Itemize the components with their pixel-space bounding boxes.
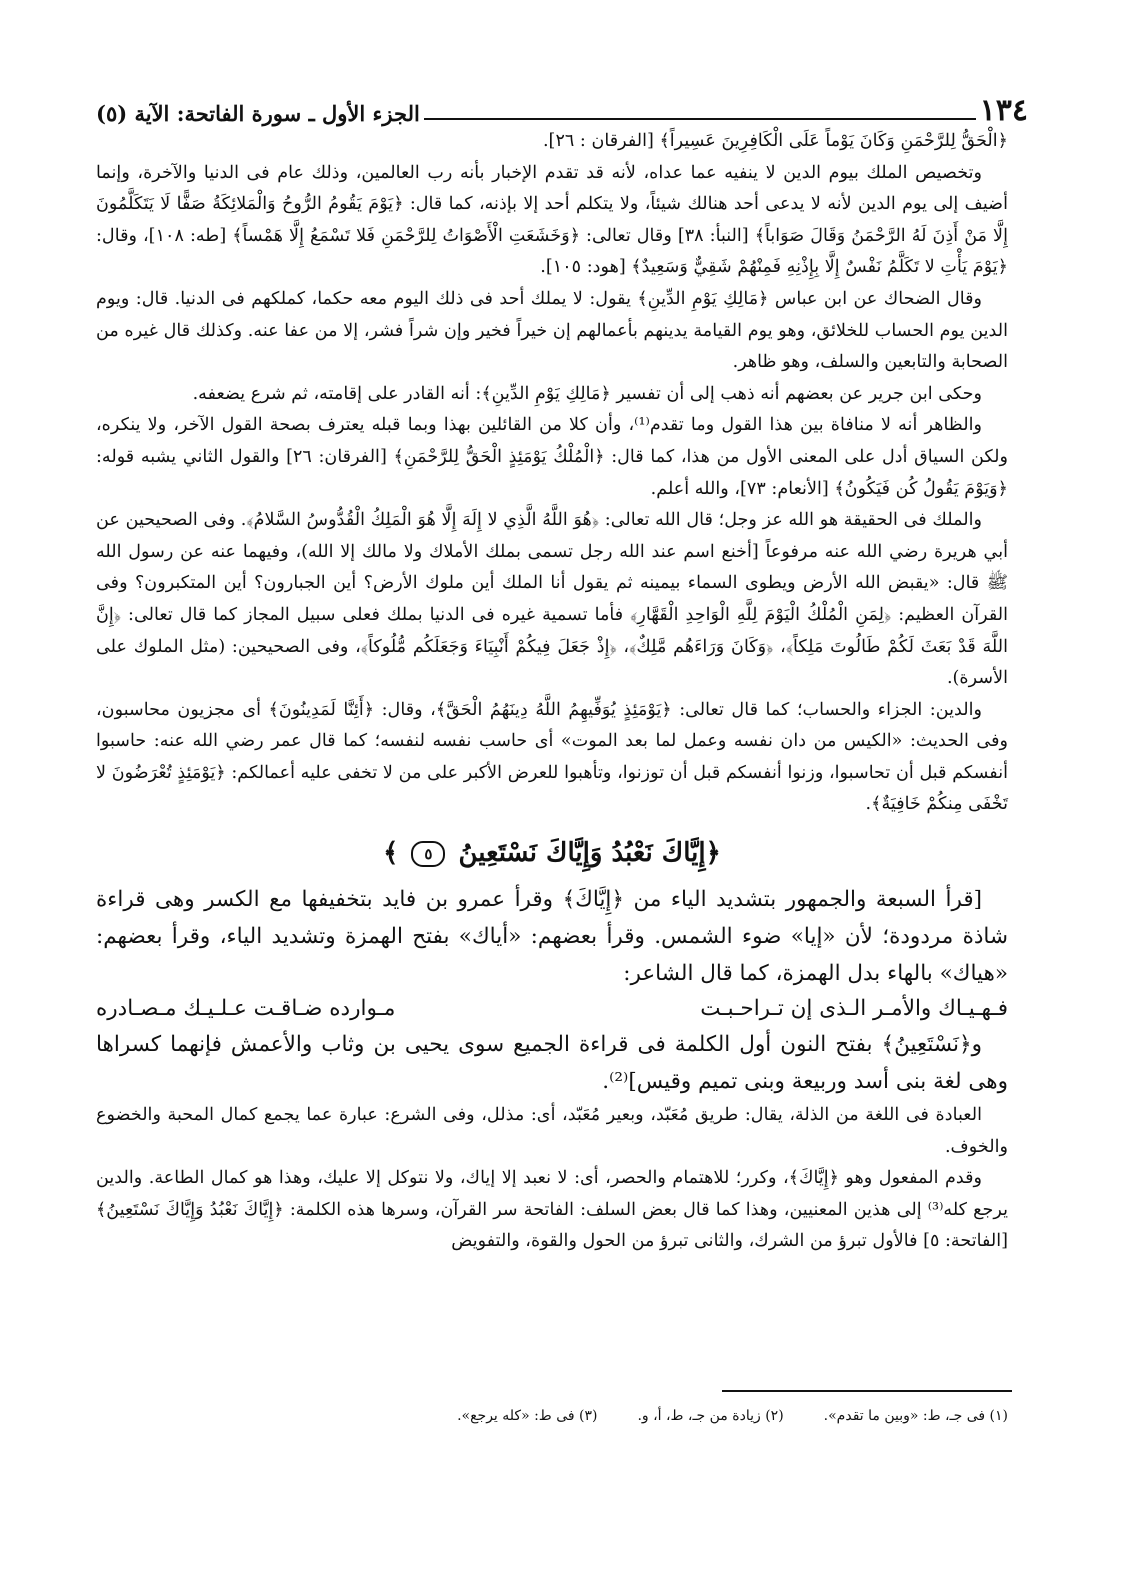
poem-verse [96, 992, 1008, 1026]
ayah-number-medallion: ٥ [411, 841, 445, 867]
paragraph: العبادة فى اللغة من الذلة، يقال: طريق مُعَبّد، وبعير مُعَبّد، أى: مذلل، وفى الشرع: عبارة عما يجمع كمال المحبة والخضوع والخوف. [96, 1105, 1008, 1157]
paragraph: والملك فى الحقيقة هو الله عز وجل؛ قال الله تعالى: ﴿هُوَ اللَّهُ الَّذِي لا إِلَهَ إِلَّا هُوَ الْمَلِكُ الْقُدُّوسُ السَّلامُ﴾. وفى الصحيحين عن أبي هريرة رضي الله عنه مرفوعاً [أخنع اسم عند الله رجل تسمى بملك الأملاك ولا مالك إلا الله)، وفيهما عنه عن رسول الله ﷺ قال: «يقبض الله الأرض ويطوى السماء بيمينه ثم يقول أنا الملك أين ملوك الأرض؟ أين الجبارون؟ أين المتكبرون؟ وفى القرآن العظيم: ﴿لِمَنِ الْمُلْكُ الْيَوْمَ لِلَّهِ الْوَاحِدِ الْقَهَّارِ﴾ فأما تسمية غيره فى الدنيا بملك فعلى سبيل المجاز كما قال تعالى: ﴿إِنَّ اللَّهَ قَدْ بَعَثَ لَكُمْ طَالُوتَ مَلِكاً﴾، ﴿وَكَانَ وَرَاءَهُم مَّلِكٌ﴾، ﴿إِذْ جَعَلَ فِيكُمْ أَنْبِيَاءَ وَجَعَلَكُم مُّلُوكاً﴾، وفى الصحيحين: (مثل الملوك على الأسرة). [96, 510, 1008, 689]
page-number: ١٣٤ [979, 93, 1028, 128]
poem-first-hemistich: فـهـيـاك والأمـر الـذى إن تـراحـبـت [700, 996, 1008, 1022]
header-rule [424, 118, 976, 120]
main-text [96, 126, 1008, 1258]
paragraph: وتخصيص الملك بيوم الدين لا ينفيه عما عداه، لأنه قد تقدم الإخبار بأنه رب العالمين، وذلك عام فى الدنيا والآخرة، وإنما أضيف إلى يوم الدين لأنه لا يدعى أحد هنالك شيئاً، ولا يتكلم أحد إلا بإذنه، كما قال: ﴿يَوْمَ يَقُومُ الرُّوحُ وَالْمَلائِكَةُ صَفًّا لَا يَتَكَلَّمُونَ إِلَّا مَنْ أَذِنَ لَهُ الرَّحْمَنُ وَقَالَ صَوَاباً﴾ [النبأ: ٣٨] وقال تعالى: ﴿وَخَشَعَتِ الْأَصْوَاتُ لِلرَّحْمَنِ فَلا تَسْمَعُ إِلَّا هَمْساً﴾ [طه: ١٠٨]، وقال: ﴿يَوْمَ يَأْتِ لا تَكَلَّمُ نَفْسٌ إِلَّا بِإِذْنِهِ فَمِنْهُمْ شَقِيٌّ وَسَعِيدٌ﴾ [هود: ١٠٥]. [96, 162, 1008, 278]
verse-heading-text: ﴿إِيَّاكَ نَعْبُدُ وَإِيَّاكَ نَسْتَعِينُ [458, 838, 721, 869]
footnote: (١) فى جـ، ط: «وبين ما تقدم». [823, 1408, 1008, 1424]
commentary-large [96, 881, 1008, 1100]
paragraph: ﴿الْحَقُّ لِلرَّحْمَنِ وَكَانَ يَوْماً عَلَى الْكَافِرِينَ عَسِيراً﴾ [الفرقان : ٢٦]. [542, 131, 1008, 151]
footnote: (٣) فى ط: «كله يرجع». [457, 1408, 598, 1424]
footnote: (٢) زيادة من جـ، ط، أ، و. [637, 1408, 784, 1424]
paragraph: [قرأ السبعة والجمهور بتشديد الياء من ﴿إِيَّاكَ﴾ وقرأ عمرو بن فايد بتخفيفها مع الكسر وهى قراءة شاذة مردودة؛ لأن «إيا» ضوء الشمس. وقرأ بعضهم: «أياك» بفتح الهمزة وتشديد الياء، وقرأ بعضهم: «هياك» بالهاء بدل الهمزة، كما قال الشاعر: [96, 887, 1008, 987]
paragraph: والظاهر أنه لا منافاة بين هذا القول وما تقدم⁽¹⁾، وأن كلا من القائلين بهذا وبما قبله يعترف بصحة القول الآخر، ولا ينكره، ولكن السياق أدل على المعنى الأول من هذا، كما قال: ﴿الْمُلْكُ يَوْمَئِذٍ الْحَقُّ لِلرَّحْمَنِ﴾ [الفرقان: ٢٦] والقول الثاني يشبه قوله: ﴿وَيَوْمَ يَقُولُ كُن فَيَكُونُ﴾ [الأنعام: ٧٣]، والله أعلم. [96, 415, 1008, 499]
verse-heading [96, 827, 1008, 879]
page-header [96, 82, 1028, 126]
verse-heading-close: ﴾ [383, 838, 399, 869]
paragraph: و﴿نَسْتَعِينُ﴾ بفتح النون أول الكلمة فى قراءة الجميع سوى يحيى بن وثاب والأعمش فإنهما كسراها وهى لغة بنى أسد وربيعة وبنى تميم وقيس]⁽²⁾. [96, 1032, 1008, 1095]
footnotes [96, 1404, 1008, 1428]
paragraph: وقدم المفعول وهو ﴿إِيَّاكَ﴾، وكرر؛ للاهتمام والحصر، أى: لا نعبد إلا إياك، ولا نتوكل إلا عليك، وهذا هو كمال الطاعة. والدين يرجع كله⁽³⁾ إلى هذين المعنيين، وهذا كما قال بعض السلف: الفاتحة سر القرآن، وسرها هذه الكلمة: ﴿إِيَّاكَ نَعْبُدُ وَإِيَّاكَ نَسْتَعِينُ﴾ [الفاتحة: ٥] فالأول تبرؤ من الشرك، والثانى تبرؤ من الحول والقوة، والتفويض [96, 1168, 1008, 1252]
footnote-rule [722, 1390, 1012, 1392]
paragraph: وحكى ابن جرير عن بعضهم أنه ذهب إلى أن تفسير ﴿مَالِكِ يَوْمِ الدِّينِ﴾: أنه القادر على إقامته، ثم شرع يضعفه. [192, 383, 982, 404]
paragraph: والدين: الجزاء والحساب؛ كما قال تعالى: ﴿يَوْمَئِذٍ يُوَفِّيهِمُ اللَّهُ دِينَهُمُ الْحَقَّ﴾، وقال: ﴿أَئِنَّا لَمَدِينُونَ﴾ أى مجزيون محاسبون، وفى الحديث: «الكيس من دان نفسه وعمل لما بعد الموت» أى حاسب نفسه لنفسه؛ كما قال عمر رضي الله عنه: حاسبوا أنفسكم قبل أن تحاسبوا، وزنوا أنفسكم قبل أن توزنوا، وتأهبوا للعرض الأكبر على من لا تخفى عليه أعمالكم: ﴿يَوْمَئِذٍ تُعْرَضُونَ لا تَخْفَى مِنكُمْ خَافِيَةٌ﴾. [96, 699, 1008, 815]
paragraph: وقال الضحاك عن ابن عباس ﴿مَالِكِ يَوْمِ الدِّينِ﴾ يقول: لا يملك أحد فى ذلك اليوم معه حكما، كملكهم فى الدنيا. قال: ويوم الدين يوم الحساب للخلائق، وهو يوم القيامة يدينهم بأعمالهم إن خيراً فخير وإن شراً فشر، إلا من عفا عنه. وكذلك قال غيره من الصحابة والتابعين والسلف، وهو ظاهر. [96, 288, 1008, 373]
running-title: الجزء الأول ـ سورة الفاتحة: الآية (٥) [96, 101, 420, 126]
poem-second-hemistich: مـوارده ضـاقـت عـلـيـك مـصـادره [96, 996, 396, 1022]
